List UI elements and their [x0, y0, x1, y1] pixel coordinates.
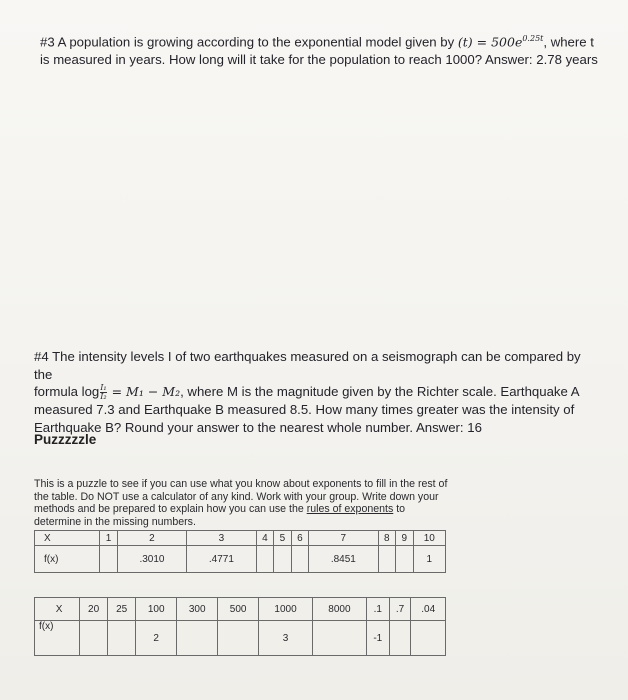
table-cell [389, 621, 411, 656]
problem-3-text-a: #3 A population is growing according to the exponential model given by [40, 34, 458, 50]
instructions-text-a: This is a puzzle to see if you can use what you know about exponents to fill in the rest of the table. Do NOT use a calculator of any kind. Work with your group. Write down your methods and be prepared to explain how you can use the [34, 478, 448, 515]
table-cell [411, 621, 446, 656]
table-cell: 3 [259, 621, 313, 656]
table-cell [396, 546, 414, 573]
table-cell: 25 [108, 598, 136, 621]
exponent-table-2 [34, 597, 446, 656]
table-cell [177, 621, 218, 656]
table-cell: 1 [413, 546, 445, 573]
puzzle-instructions [34, 478, 454, 528]
problem-4-formula-label: formula log [34, 384, 100, 399]
fraction-numerator: I₁ [100, 383, 107, 393]
problem-4-line1: #4 The intensity levels I of two earthquakes measured on a seismograph can be compared by the [34, 349, 581, 382]
table-cell [291, 546, 309, 573]
table-cell: .04 [411, 598, 446, 621]
table-cell [256, 546, 274, 573]
table-cell: 300 [177, 598, 218, 621]
table-2-f-header: f(x) [35, 621, 80, 656]
table-cell: 6 [291, 531, 309, 546]
table-cell: 10 [413, 531, 445, 546]
problem-3 [40, 30, 600, 68]
table-cell: 500 [218, 598, 259, 621]
table-cell [378, 546, 396, 573]
problem-3-formula: (t) = 500e [457, 34, 523, 50]
table-cell [312, 621, 366, 656]
problem-4 [34, 348, 599, 436]
table-cell: 1000 [259, 598, 313, 621]
table-cell: .4771 [187, 546, 256, 573]
table-cell: .1 [366, 598, 389, 621]
instructions-text-b: to determine in the missing numbers. [34, 503, 406, 528]
exponent-table-1 [34, 530, 446, 573]
table-cell: -1 [366, 621, 389, 656]
table-cell: .8451 [309, 546, 378, 573]
problem-3-exponent: 0.25t [522, 34, 544, 43]
table-cell: 4 [256, 531, 274, 546]
problem-3-text-b: , where t is measured in years. How long will it take for the population to reach 1000? Answer: 2.78 years [40, 34, 598, 67]
rules-of-exponents-link: rules of exponents [306, 503, 394, 515]
table-1-x-row [35, 531, 446, 546]
table-cell: 1 [100, 531, 118, 546]
table-2-x-row [35, 598, 446, 621]
table-cell: 9 [396, 531, 414, 546]
fraction-denominator: I₂ [100, 392, 107, 402]
table-cell: .3010 [117, 546, 186, 573]
table-cell: .7 [389, 598, 411, 621]
problem-4-formula: = M₁ − M₂ [107, 384, 181, 399]
intensity-fraction [100, 384, 106, 401]
table-cell: 3 [187, 531, 256, 546]
table-cell [218, 621, 259, 656]
puzzle-heading: Puzzzzzle [34, 432, 97, 447]
table-cell [100, 546, 118, 573]
table-2-x-header: X [35, 598, 80, 621]
table-cell: 100 [136, 598, 177, 621]
table-cell: 5 [274, 531, 292, 546]
table-1-f-header: f(x) [35, 546, 100, 573]
table-cell: 8 [378, 531, 396, 546]
table-1-f-row [35, 546, 446, 573]
table-cell: 20 [80, 598, 108, 621]
table-cell [108, 621, 136, 656]
table-cell: 2 [117, 531, 186, 546]
table-cell: 7 [309, 531, 378, 546]
table-cell [274, 546, 292, 573]
table-2-f-row [35, 621, 446, 656]
problem-4-text: , where M is the magnitude given by the Richter scale. Earthquake A measured 7.3 and Earthquake B measured 8.5. How many times greater was the intensity of Earthquake B? Round your answer to the nearest whole number. Answer: 16 [34, 384, 579, 435]
table-cell: 2 [136, 621, 177, 656]
table-cell: 8000 [312, 598, 366, 621]
table-cell [80, 621, 108, 656]
table-1-x-header: X [35, 531, 100, 546]
